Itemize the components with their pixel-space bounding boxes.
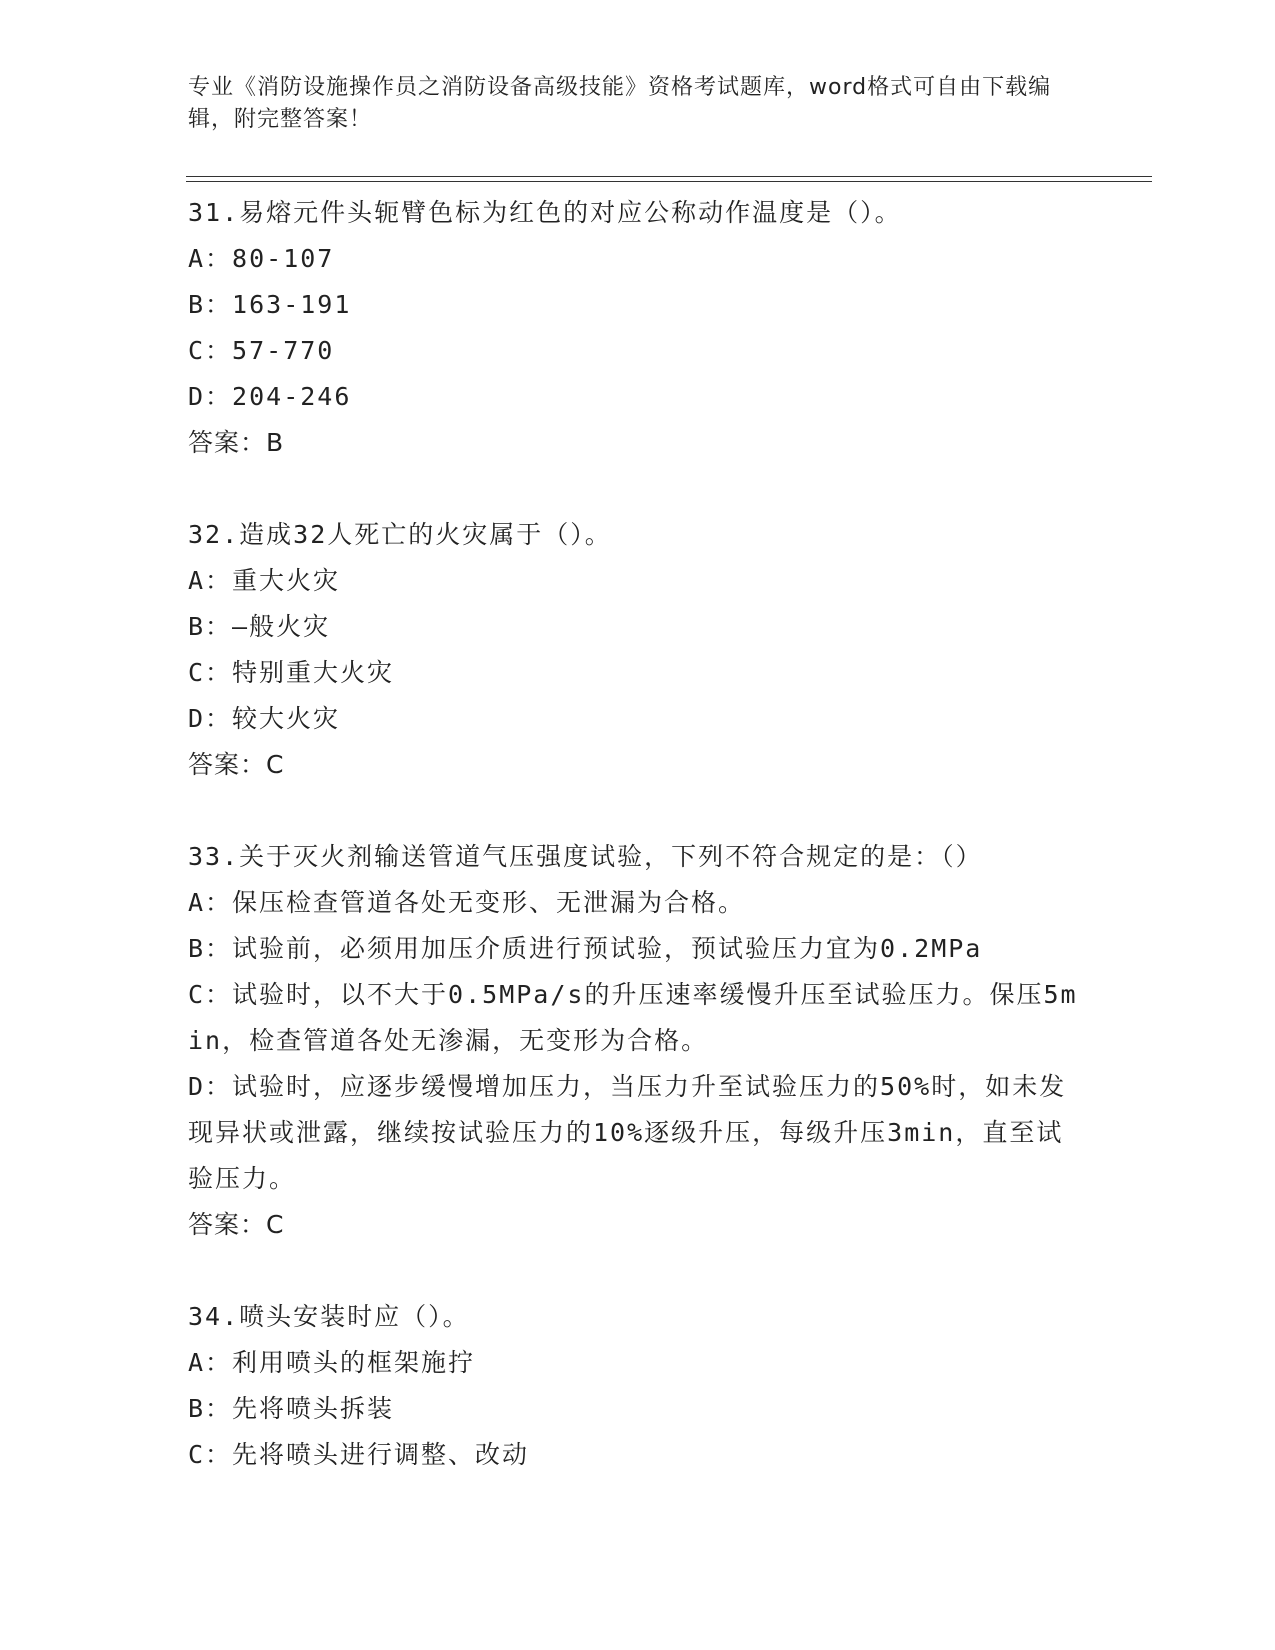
option-d: D：较大火灾 [188,704,341,733]
option-b: B：先将喷头拆装 [188,1394,395,1423]
header-divider-top [186,176,1152,177]
option-d: D：试验时，应逐步缓慢增加压力，当压力升至试验压力的50%时，如未发现异状或泄露，继续按试验压力的10%逐级升压，每级升压3min，直至试验压力。 [188,1072,1067,1193]
question-stem: 31.易熔元件头轭臂色标为红色的对应公称动作温度是（）。 [188,198,902,227]
option-b: B：163-191 [188,290,352,319]
document-header: 专业《消防设施操作员之消防设备高级技能》资格考试题库，word格式可自由下载编辑，附完整答案！ [188,75,1052,132]
option-c: C：57-770 [188,336,335,365]
question-34 [188,1294,1088,1478]
option-b: B：试验前，必须用加压介质进行预试验，预试验压力宜为0.2MPa [188,934,983,963]
option-b: B：—般火灾 [188,612,331,641]
option-c: C：特别重大火灾 [188,658,395,687]
header-divider-bottom [186,181,1152,182]
option-c: C：试验时，以不大于0.5MPa/s的升压速率缓慢升压至试验压力。保压5min，检查管道各处无渗漏，无变形为合格。 [188,980,1078,1055]
answer-label: 答案：B [188,428,285,457]
option-a: A：重大火灾 [188,566,341,595]
question-32 [188,512,1088,788]
question-33 [188,834,1088,1248]
answer-label: 答案：C [188,1210,285,1239]
question-stem: 32.造成32人死亡的火灾属于（）。 [188,520,612,549]
option-a: A：利用喷头的框架施拧 [188,1348,476,1377]
question-list [188,190,1088,1524]
option-a: A：80-107 [188,244,335,273]
question-31 [188,190,1088,466]
option-d: D：204-246 [188,382,352,411]
option-c: C：先将喷头进行调整、改动 [188,1440,530,1469]
question-stem: 33.关于灭火剂输送管道气压强度试验，下列不符合规定的是：（） [188,842,983,871]
option-a: A：保压检查管道各处无变形、无泄漏为合格。 [188,888,746,917]
question-stem: 34.喷头安装时应（）。 [188,1302,470,1331]
answer-label: 答案：C [188,750,285,779]
